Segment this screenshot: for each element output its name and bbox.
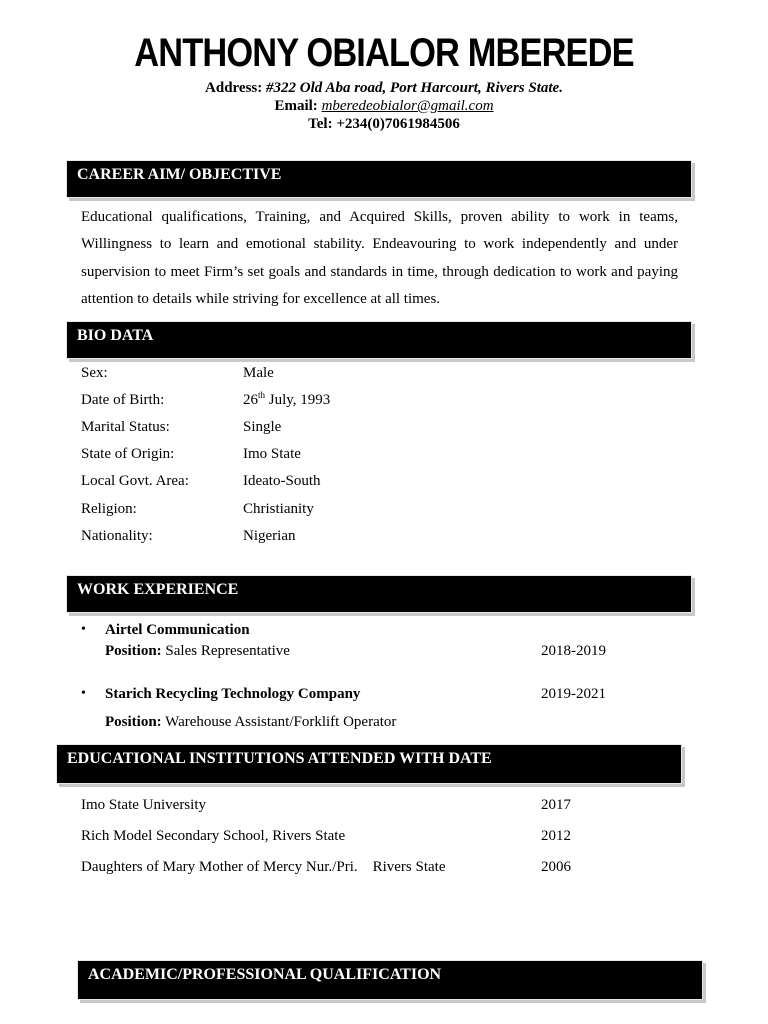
section-header-bio: BIO DATA bbox=[66, 321, 692, 359]
bio-label: Date of Birth: bbox=[81, 392, 165, 408]
bio-value: Single bbox=[243, 419, 282, 435]
email-label: Email: bbox=[274, 98, 318, 114]
bio-value: Ideato-South bbox=[243, 473, 321, 489]
bio-value: Nigerian bbox=[243, 528, 296, 544]
bio-label: State of Origin: bbox=[81, 446, 175, 462]
bio-label: Sex: bbox=[81, 365, 108, 381]
education-school: Rich Model Secondary School, Rivers State bbox=[81, 828, 346, 844]
position-label: Position: bbox=[105, 643, 162, 659]
address-value: #322 Old Aba road, Port Harcourt, Rivers State. bbox=[266, 80, 563, 96]
bio-value: Male bbox=[243, 365, 274, 381]
dob-rest: July, 1993 bbox=[265, 392, 331, 408]
education-year: 2017 bbox=[541, 797, 571, 813]
section-header-work: WORK EXPERIENCE bbox=[66, 575, 692, 613]
address-line bbox=[0, 79, 768, 97]
address-label: Address: bbox=[205, 80, 263, 96]
bullet-icon: • bbox=[81, 622, 86, 637]
bio-label: Local Govt. Area: bbox=[81, 473, 189, 489]
bio-value bbox=[243, 391, 330, 409]
resume-name: ANTHONY OBIALOR MBEREDE bbox=[134, 31, 634, 75]
position-value: Warehouse Assistant/Forklift Operator bbox=[165, 714, 397, 730]
tel-line bbox=[0, 115, 768, 133]
email-link[interactable]: mberedeobialor@gmail.com bbox=[321, 98, 494, 114]
work-company: Airtel Communication bbox=[105, 622, 250, 638]
work-position-line bbox=[105, 642, 290, 660]
dob-day: 26 bbox=[243, 392, 258, 408]
education-year: 2006 bbox=[541, 859, 571, 875]
bio-label: Nationality: bbox=[81, 528, 153, 544]
section-header-education: EDUCATIONAL INSTITUTIONS ATTENDED WITH DATE bbox=[56, 744, 682, 784]
bullet-icon: • bbox=[81, 686, 86, 701]
education-school: Daughters of Mary Mother of Mercy Nur./Pri. Rivers State bbox=[81, 859, 446, 875]
tel-label: Tel: bbox=[308, 116, 333, 132]
career-objective-text: Educational qualifications, Training, and Acquired Skills, proven ability to work in teams, Willingness to learn and emotional stability. Endeavouring to work independently and under supervision to meet Firm’s set goals and standards in time, through dedication to work and paying attention to details while striving for excellence at all times. bbox=[81, 209, 678, 308]
work-position-line bbox=[105, 713, 396, 731]
section-header-career: CAREER AIM/ OBJECTIVE bbox=[66, 160, 692, 198]
work-dates: 2018-2019 bbox=[541, 643, 606, 659]
bio-value: Imo State bbox=[243, 446, 301, 462]
email-line bbox=[0, 97, 768, 115]
tel-value: +234(0)7061984506 bbox=[336, 116, 460, 132]
education-year: 2012 bbox=[541, 828, 571, 844]
education-school: Imo State University bbox=[81, 797, 206, 813]
bio-label: Religion: bbox=[81, 501, 137, 517]
work-company: Starich Recycling Technology Company bbox=[105, 686, 361, 702]
bio-value: Christianity bbox=[243, 501, 314, 517]
dob-suffix: th bbox=[258, 390, 266, 400]
position-label: Position: bbox=[105, 714, 162, 730]
bio-label: Marital Status: bbox=[81, 419, 170, 435]
work-dates: 2019-2021 bbox=[541, 686, 606, 702]
position-value: Sales Representative bbox=[165, 643, 290, 659]
section-header-academic: ACADEMIC/PROFESSIONAL QUALIFICATION bbox=[77, 960, 703, 1000]
